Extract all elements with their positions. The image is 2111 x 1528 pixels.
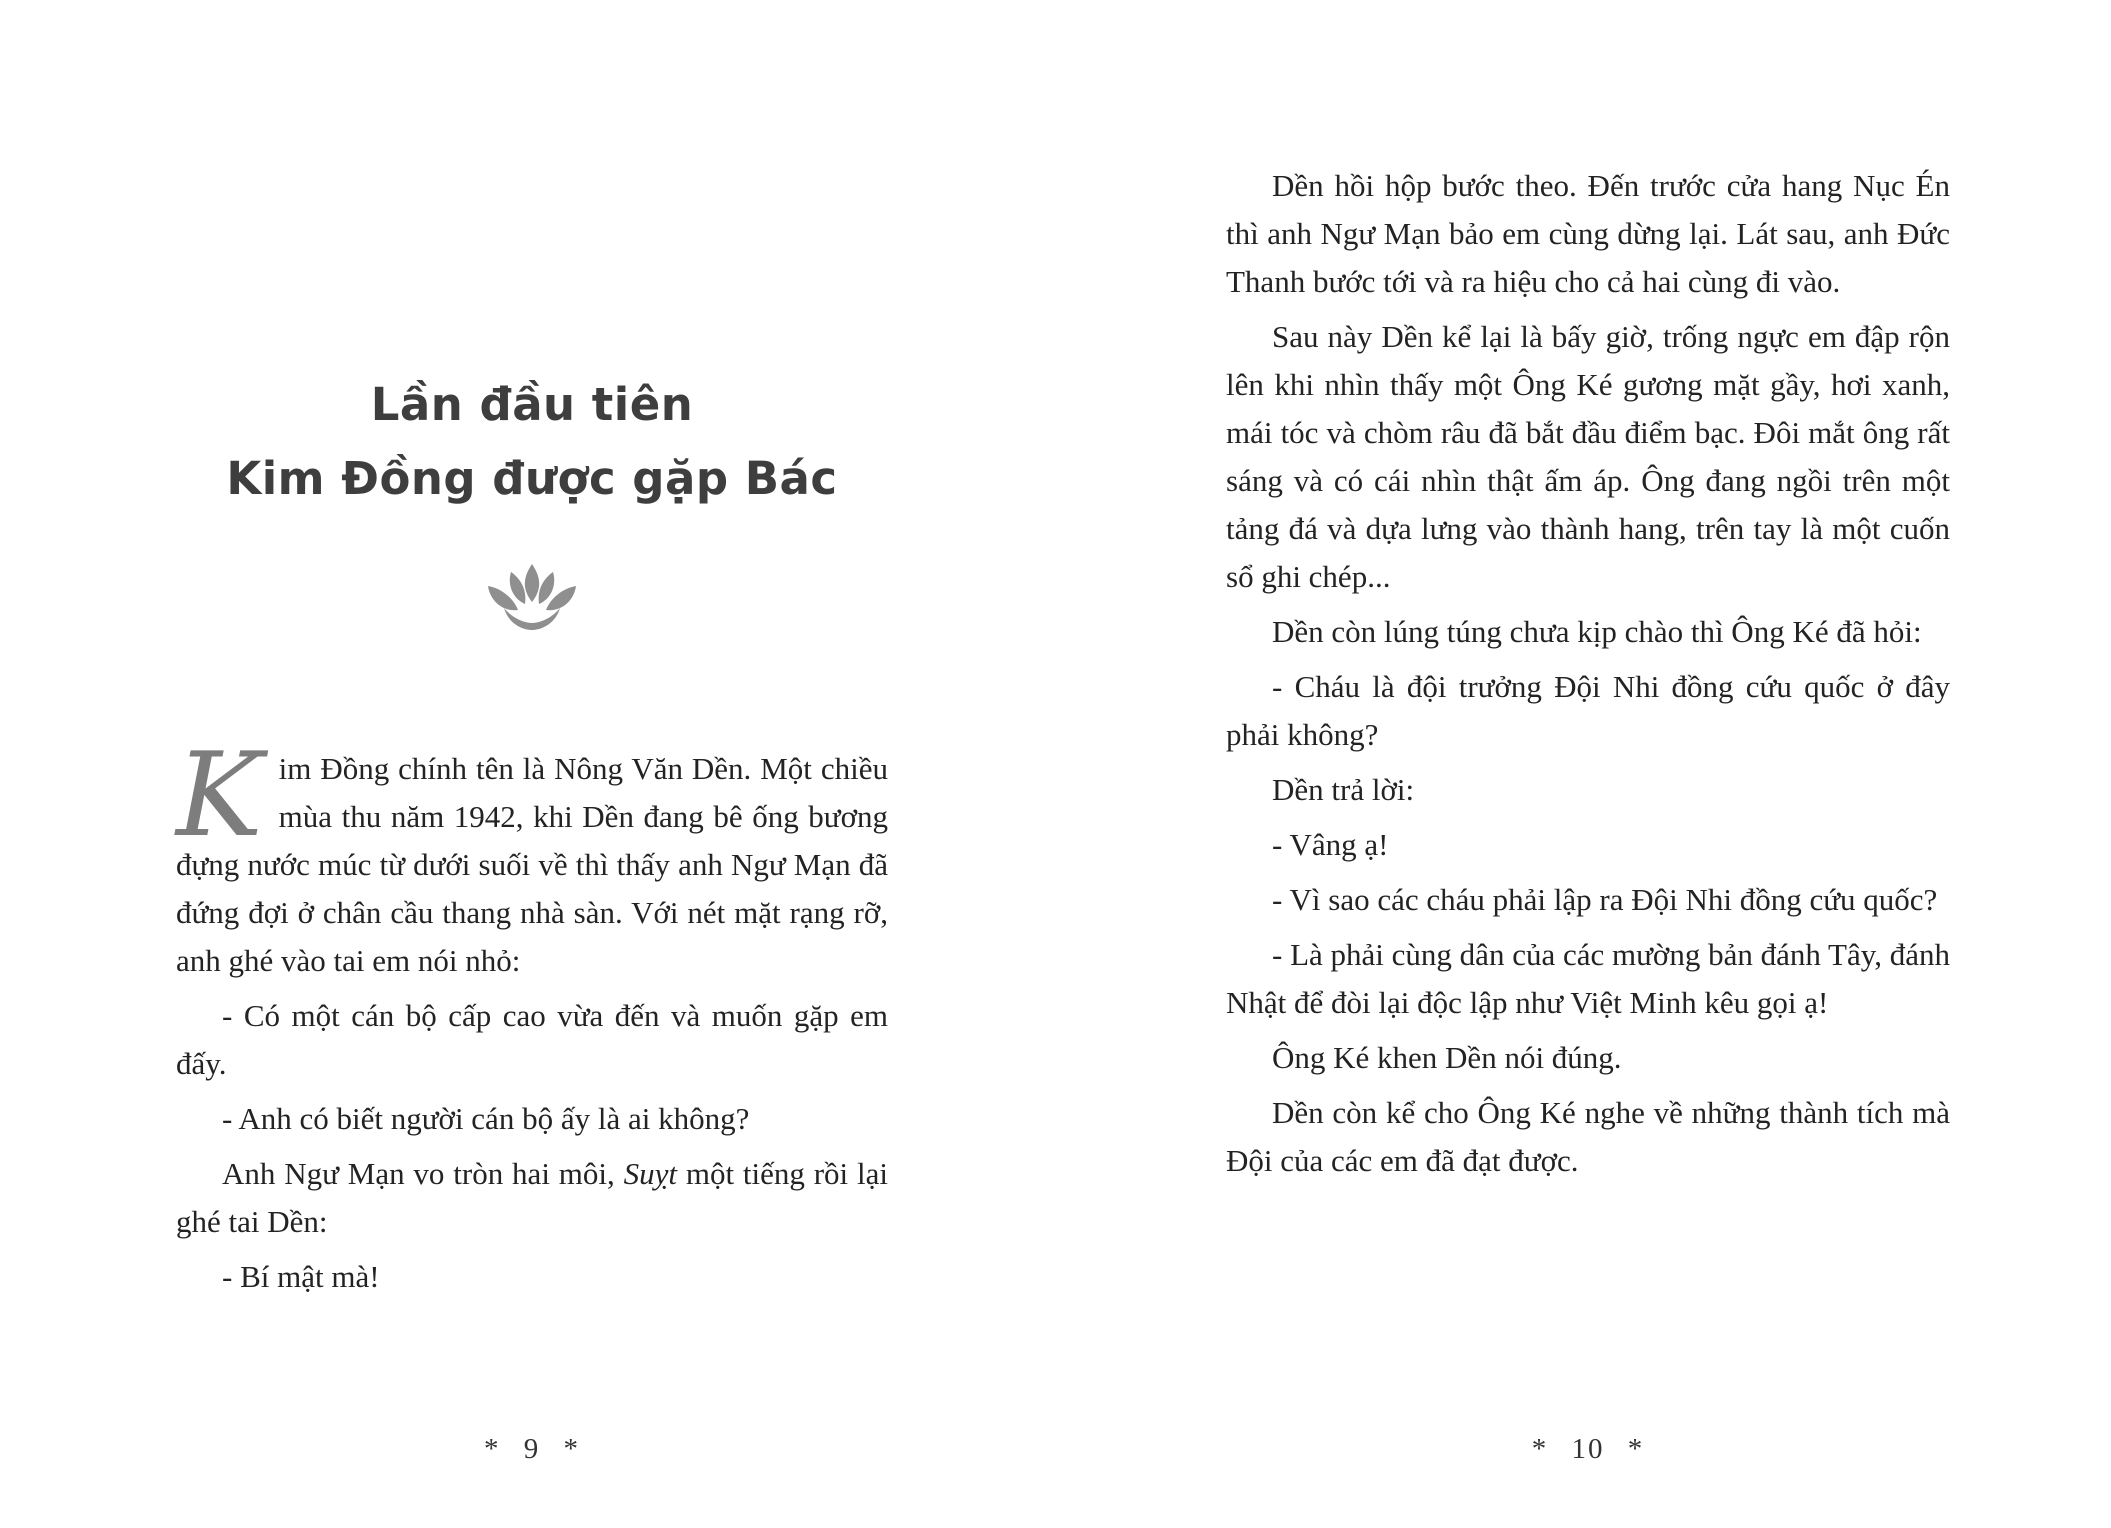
paragraph: - Có một cán bộ cấp cao vừa đến và muốn gặp em đấy. [176, 998, 888, 1081]
paragraph-text: một tiếng rồi lại ghé tai Dền: [176, 1156, 888, 1239]
whisper-word: Suỵt [623, 1156, 677, 1191]
paragraph: - Cháu là đội trưởng Đội Nhi đồng cứu quốc ở đây phải không? [1226, 669, 1950, 752]
page-left [176, 0, 888, 1528]
paragraph: - Vâng ạ! [1272, 827, 1389, 862]
paragraph: Ông Ké khen Dền nói đúng. [1272, 1040, 1622, 1075]
opening-paragraph [176, 728, 888, 985]
paragraph: Dền hồi hộp bước theo. Đến trước cửa hang Nục Én thì anh Ngư Mạn bảo em cùng dừng lại. Lát sau, anh Đức Thanh bước tới và ra hiệu cho cả hai cùng đi vào. [1226, 168, 1950, 299]
paragraph [176, 1150, 888, 1246]
paragraph-text: Anh Ngư Mạn vo tròn hai môi, [222, 1156, 624, 1191]
paragraph: - Vì sao các cháu phải lập ra Đội Nhi đồng cứu quốc? [1272, 882, 1938, 917]
page-number-right: * 10 * [1531, 1433, 1645, 1465]
paragraph: - Là phải cùng dân của các mường bản đánh Tây, đánh Nhật để đòi lại độc lập như Việt Minh kêu gọi ạ! [1226, 937, 1950, 1020]
body-text-left [176, 728, 888, 1301]
paragraph: Dền còn lúng túng chưa kịp chào thì Ông Ké đã hỏi: [1272, 614, 1922, 649]
chapter-title-line-1: Lần đầu tiên [370, 378, 694, 431]
paragraph: Dền còn kể cho Ông Ké nghe về những thành tích mà Đội của các em đã đạt được. [1226, 1095, 1950, 1178]
paragraph: - Bí mật mà! [222, 1259, 380, 1294]
chapter-title-line-2: Kim Đồng được gặp Bác [226, 452, 838, 505]
paragraph-text: im Đồng chính tên là Nông Văn Dền. Một chiều mùa thu năm 1942, khi Dền đang bê ống bương đựng nước múc từ dưới suối về thì thấy anh Ngư Mạn đã đứng đợi ở chân cầu thang nhà sàn. Với nét mặt rạng rỡ, anh ghé vào tai em nói nhỏ: [176, 751, 888, 978]
chapter-title [176, 0, 888, 516]
page-number-left: * 9 * [484, 1433, 580, 1465]
paragraph: Dền trả lời: [1272, 772, 1415, 807]
body-text-right [1226, 0, 1950, 1185]
page-right [1226, 0, 1950, 1528]
lotus-icon [176, 564, 888, 635]
drop-cap: K [176, 728, 263, 863]
paragraph: - Anh có biết người cán bộ ấy là ai không? [222, 1101, 750, 1136]
paragraph: Sau này Dền kể lại là bấy giờ, trống ngực em đập rộn lên khi nhìn thấy một Ông Ké gương mặt gầy, hơi xanh, mái tóc và chòm râu đã bắt đầu điểm bạc. Đôi mắt ông rất sáng và có cái nhìn thật ấm áp. Ông đang ngồi trên một tảng đá và dựa lưng vào thành hang, trên tay là một cuốn sổ ghi chép... [1226, 319, 1950, 594]
